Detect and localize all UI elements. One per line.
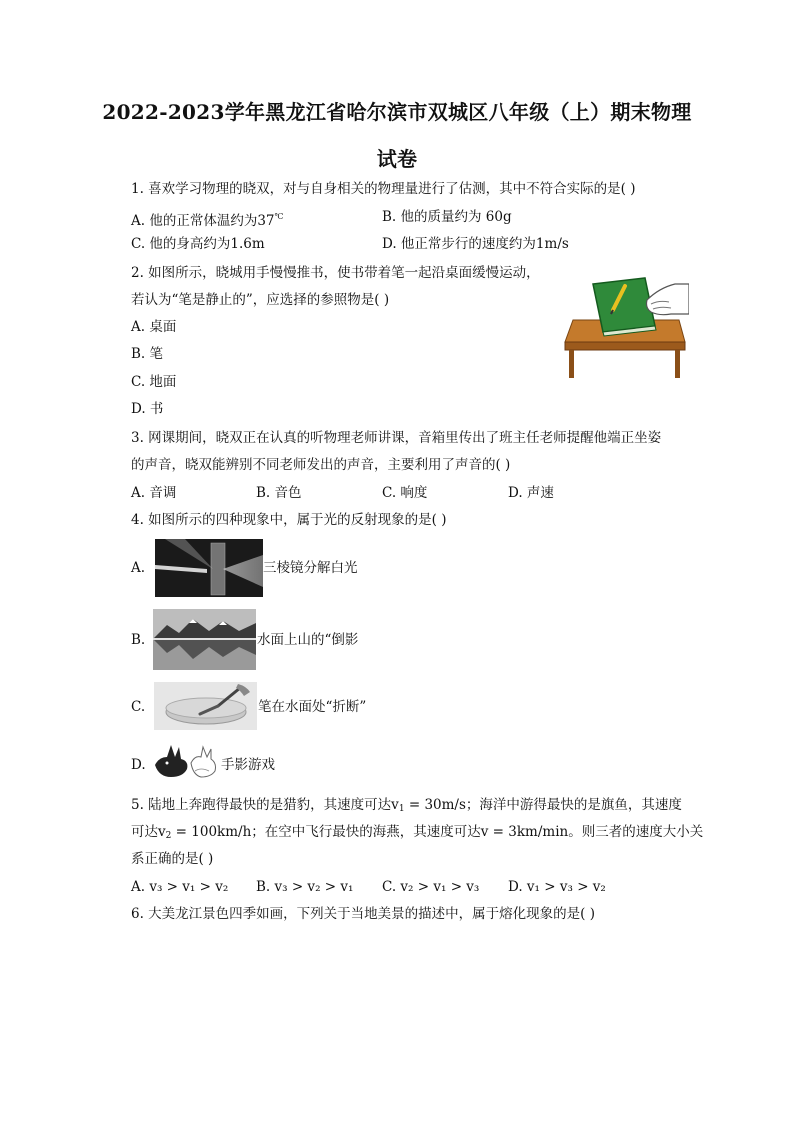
q2-option-a: A. 桌面 xyxy=(131,319,177,335)
q6-stem: 6. 大美龙江景色四季如画，下列关于当地美景的描述中，属于熔化现象的是( ) xyxy=(131,906,595,922)
pen-in-water-photo xyxy=(154,682,257,730)
q3-option-d: D. 声速 xyxy=(508,485,554,501)
q3-stem-line2: 的声音，晓双能辨别不同老师发出的声音，主要利用了声音的( ) xyxy=(131,457,511,473)
q5-option-b: B. v₃ > v₂ > v₁ xyxy=(256,879,354,895)
q5-option-d: D. v₁ > v₃ > v₂ xyxy=(508,879,606,895)
q5-stem-line1-a: 5. 陆地上奔跑得最快的是猎豹，其速度可达v xyxy=(131,797,399,813)
prism-illustration xyxy=(155,539,263,597)
q4-option-c-label: C. xyxy=(131,699,146,715)
q4-option-d-text: 手影游戏 xyxy=(221,757,275,773)
q3-option-a: A. 音调 xyxy=(131,485,177,501)
hand-shadow-figure xyxy=(153,743,219,780)
q5-stem-line3: 系正确的是( ) xyxy=(131,851,214,867)
q5-stem-line1: 5. 陆地上奔跑得最快的是猎豹，其速度可达$v_1 = 30m/s$；海洋中游得最快的是旗鱼，其速度 xyxy=(131,797,682,814)
q5-option-c: C. v₂ > v₁ > v₃ xyxy=(382,879,480,895)
pen-in-water-illustration xyxy=(154,682,257,730)
q1-option-a-text: A. 他的正常体温约为37 xyxy=(131,213,275,229)
q3-option-b: B. 音色 xyxy=(256,485,302,501)
q4-stem: 4. 如图所示的四种现象中，属于光的反射现象的是( ) xyxy=(131,512,447,528)
q2-option-c: C. 地面 xyxy=(131,374,177,390)
q4-option-b-text: 水面上山的“倒影 xyxy=(257,632,359,648)
q2-stem-line1: 2. 如图所示，晓城用手慢慢推书，使书带着笔一起沿桌面缓慢运动， xyxy=(131,265,540,281)
exam-title-line2: 试卷 xyxy=(376,147,418,171)
mountain-reflection-photo xyxy=(153,609,256,670)
q1-option-c: C. 他的身高约为1.6m xyxy=(131,236,265,252)
prism-photo xyxy=(155,539,263,597)
book-desk-illustration xyxy=(563,270,689,380)
q1-stem: 1. 喜欢学习物理的晓双，对与自身相关的物理量进行了估测，其中不符合实际的是( ) xyxy=(131,181,636,197)
q2-option-d: D. 书 xyxy=(131,401,164,417)
q2-stem-line2: 若认为“笔是静止的”，应选择的参照物是( ) xyxy=(131,292,390,308)
q1-option-a-unit: ℃ xyxy=(274,212,284,221)
q3-option-c: C. 响度 xyxy=(382,485,428,501)
q5-option-a: A. v₃ > v₁ > v₂ xyxy=(131,879,229,895)
hand-shadow-illustration xyxy=(153,743,219,780)
q1-option-b: B. 他的质量约为 60g xyxy=(382,209,512,225)
q3-stem-line1: 3. 网课期间，晓双正在认真的听物理老师讲课，音箱里传出了班主任老师提醒他端正坐姿 xyxy=(131,430,662,446)
q4-option-a-label: A. xyxy=(131,560,146,576)
q1-option-d: D. 他正常步行的速度约为1m/s xyxy=(382,236,569,252)
q5-stem-line2-a: 可达v xyxy=(131,824,166,840)
mountain-reflection-illustration xyxy=(153,609,256,670)
q4-option-c-text: 笔在水面处“折断” xyxy=(258,699,367,715)
q2-option-b: B. 笔 xyxy=(131,346,164,362)
q4-option-a-text: 三棱镜分解白光 xyxy=(263,560,358,576)
q4-option-d-label: D. xyxy=(131,757,146,773)
q4-option-b-label: B. xyxy=(131,632,146,648)
q5-stem-line2-b: = 100km/h；在空中飞行最快的海燕，其速度可达v = 3km/min。则三者的速度大小关 xyxy=(171,824,704,840)
book-desk-figure xyxy=(563,270,689,380)
q5-stem-line2: 可达$v_2 = 100km/h$；在空中飞行最快的海燕，其速度可达v = 3km/min。则三者的速度大小关 xyxy=(131,824,704,841)
exam-title-line1: 2022-2023学年黑龙江省哈尔滨市双城区八年级（上）期末物理 xyxy=(102,100,692,124)
q5-stem-line1-b: = 30m/s；海洋中游得最快的是旗鱼，其速度 xyxy=(404,797,682,813)
q1-option-a xyxy=(131,208,283,230)
